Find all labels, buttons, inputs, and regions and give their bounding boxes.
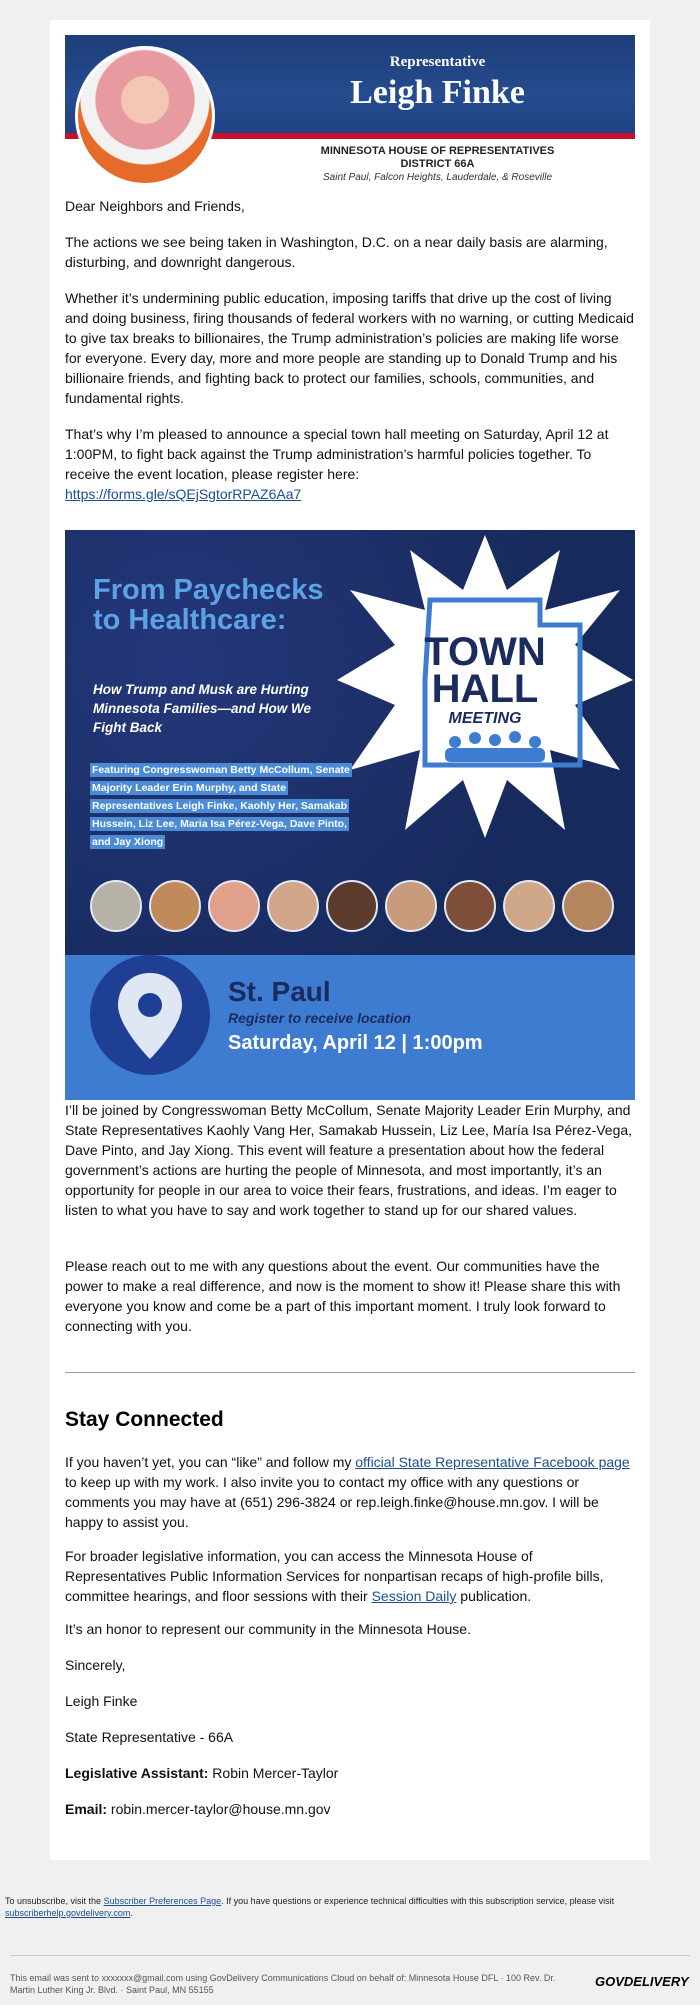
badge-hall: HALL bbox=[431, 667, 539, 711]
subscriber-help-link[interactable]: subscriberhelp.govdelivery.com bbox=[5, 1908, 131, 1918]
speaker-photo bbox=[90, 880, 142, 932]
stay-p2-text: For broader legislative information, you can access the Minnesota House of Representatives Public Information Services for nonpartisan recaps of high-profile bills, committee hearings, and floor sessions with their bbox=[65, 1548, 604, 1604]
paragraph-4: I’ll be joined by Congresswoman Betty McCollum, Senate Majority Leader Erin Murphy, and State Representatives Kaohly Vang Her, Samakab Hussein, Liz Lee, María Isa Pérez-Vega, Dave Pinto, and Jay Xiong. This event will feature a presentation about how the federal government’s actions are hurting the people of Minnesota, and most importantly, it’s an opportunity for people in our area to voice their fears, frustrations, and ideas. I’m eager to listen to what you have to say and work together to stand up for our shared values. bbox=[65, 1102, 633, 1218]
speaker-photo bbox=[267, 880, 319, 932]
email-card bbox=[50, 20, 650, 1860]
speaker-photo bbox=[503, 880, 555, 932]
speaker-photo bbox=[326, 880, 378, 932]
stay-paragraph-2 bbox=[65, 1546, 635, 1606]
speaker-photo bbox=[562, 880, 614, 932]
badge-meeting: MEETING bbox=[448, 710, 522, 727]
district: DISTRICT 66A bbox=[400, 158, 475, 170]
assistant-name: Robin Mercer-Taylor bbox=[208, 1765, 339, 1781]
assistant-label: Legislative Assistant: bbox=[65, 1765, 209, 1781]
representative-photo bbox=[75, 46, 215, 186]
paragraph-1: The actions we see being taken in Washington, D.C. on a near daily basis are alarming, disturbing, and downright dangerous. bbox=[65, 234, 608, 270]
register-link[interactable]: https://forms.gle/sQEjSgtorRPAZ6Aa7 bbox=[65, 486, 302, 502]
town-hall-graphic bbox=[65, 530, 635, 1100]
featuring-text: Featuring Congresswoman Betty McCollum, Senate Majority Leader Erin Murphy, and State Representatives Leigh Finke, Kaohly Her, Samakab Hussein, Liz Lee, Maria Isa Pérez-Vega, Dave Pinto, and Jay Xiong bbox=[92, 764, 350, 848]
email-value: robin.mercer-taylor@house.mn.gov bbox=[107, 1801, 331, 1817]
facebook-page-link[interactable]: official State Representative Facebook page bbox=[355, 1454, 630, 1470]
graphic-subhead: How Trump and Musk are Hurting Minnesota Families—and How We Fight Back bbox=[93, 682, 312, 735]
event-register-text: Register to receive location bbox=[228, 1010, 411, 1026]
unsubscribe-notice bbox=[0, 1895, 700, 1919]
house-label bbox=[240, 145, 635, 171]
stay-p1-text: If you haven’t yet, you can “like” and follow my bbox=[65, 1454, 356, 1470]
legislative-assistant bbox=[65, 1763, 635, 1783]
footer-divider bbox=[10, 1955, 690, 1956]
paragraph-3-text: That’s why I’m pleased to announce a special town hall meeting on Saturday, April 12 at 1:00PM, to fight back against the Trump administration’s harmful policies together. To receive the event location, please register here: bbox=[65, 426, 609, 482]
session-daily-link[interactable]: Session Daily bbox=[371, 1588, 457, 1604]
location-pin-icon bbox=[90, 955, 210, 1075]
stay-p1-text-b: to keep up with my work. I also invite you to contact my office with any questions or comments you may have at (651) 296-3824 or rep.leigh.finke@house.mn.gov. I will be happy to assist you. bbox=[65, 1474, 599, 1530]
event-city: St. Paul bbox=[228, 976, 331, 1007]
district-cities: Saint Paul, Falcon Heights, Lauderdale, & Roseville bbox=[322, 172, 553, 183]
subscriber-preferences-link[interactable]: Subscriber Preferences Page bbox=[103, 1896, 222, 1906]
stay-paragraph-1 bbox=[65, 1452, 635, 1532]
graphic-featuring bbox=[90, 760, 360, 850]
sent-notice: This email was sent to xxxxxxx@gmail.com using GovDelivery Communications Cloud on behalf of: Minnesota House DFL · 100 Rev. Dr. Martin Luther King Jr. Blvd. · Saint Paul, MN 55155 bbox=[10, 1973, 556, 1995]
email-label: Email: bbox=[65, 1801, 108, 1817]
sign-off: Sincerely, bbox=[65, 1657, 126, 1673]
town-hall-badge bbox=[335, 530, 635, 840]
paragraph-2: Whether it’s undermining public education, imposing tariffs that drive up the cost of living and doing business, firing thousands of federal workers with no warning, or cutting Medicaid to give tax breaks to billionaires, the Trump administration’s policies are making life worse for everyone. Every day, more and more people are standing up to Donald Trump and his billionaire friends, and fighting back to protect our families, schools, communities, and fundamental rights. bbox=[65, 290, 634, 406]
speaker-photos bbox=[90, 880, 620, 936]
govdelivery-logo[interactable]: GOVDELIVERY bbox=[595, 1974, 689, 1989]
stay-p2-text-b: publication. bbox=[456, 1588, 532, 1604]
unsub-text-b: . If you have questions or experience technical difficulties with this subscription service, please visit bbox=[221, 1896, 615, 1906]
signature-role: State Representative - 66A bbox=[65, 1729, 234, 1745]
signature-name: Leigh Finke bbox=[65, 1693, 138, 1709]
graphic-headline: From Paychecks to Healthcare: bbox=[93, 574, 324, 636]
assistant-email bbox=[65, 1799, 635, 1819]
event-date: Saturday, April 12 | 1:00pm bbox=[228, 1032, 483, 1054]
header-title-small: Representative bbox=[389, 54, 486, 70]
house-name: MINNESOTA HOUSE OF REPRESENTATIVES bbox=[320, 145, 555, 157]
section-divider bbox=[65, 1372, 635, 1373]
header-name: Leigh Finke bbox=[350, 74, 525, 111]
stay-connected-heading: Stay Connected bbox=[65, 1408, 224, 1431]
unsub-text-c: . bbox=[130, 1908, 133, 1918]
paragraph-3 bbox=[65, 424, 635, 504]
speaker-photo bbox=[385, 880, 437, 932]
unsub-text: To unsubscribe, visit the bbox=[5, 1896, 104, 1906]
greeting: Dear Neighbors and Friends, bbox=[65, 198, 245, 214]
badge-town: TOWN bbox=[424, 630, 546, 674]
stay-paragraph-3: It’s an honor to represent our community in the Minnesota House. bbox=[65, 1621, 471, 1637]
speaker-photo bbox=[149, 880, 201, 932]
speaker-photo bbox=[208, 880, 260, 932]
speaker-photo bbox=[444, 880, 496, 932]
paragraph-5: Please reach out to me with any questions about the event. Our communities have the power to make a real difference, and now is the moment to show it! Please share this with everyone you know and come be a part of this important moment. I truly look forward to connecting with you. bbox=[65, 1258, 621, 1334]
